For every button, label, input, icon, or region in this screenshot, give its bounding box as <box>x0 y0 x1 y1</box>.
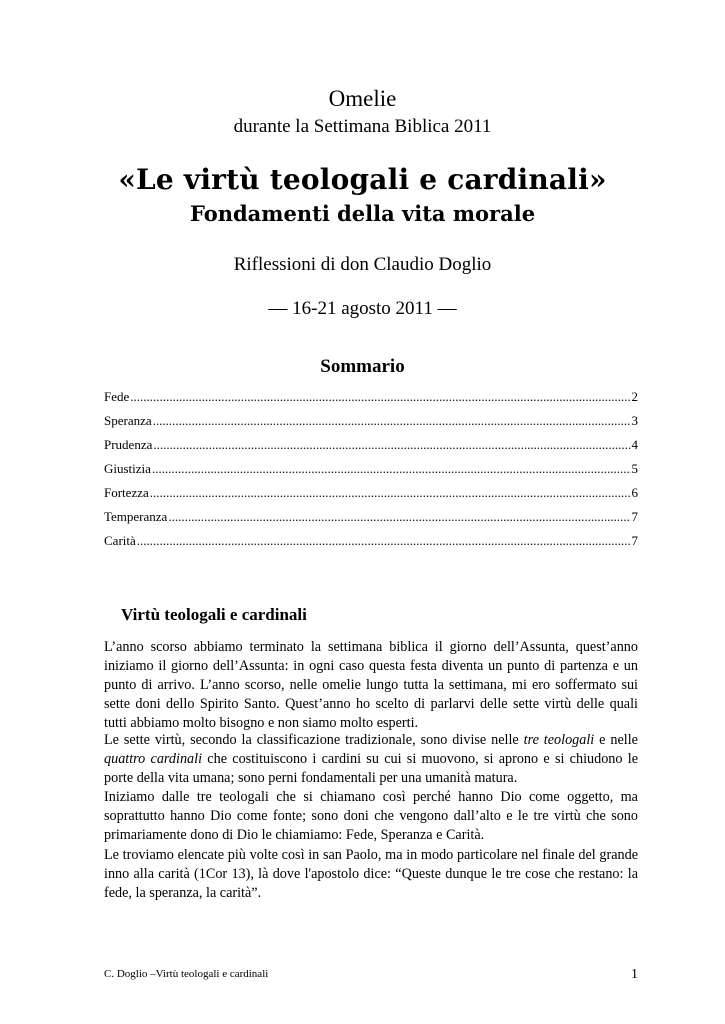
doc-author: Riflessioni di don Claudio Doglio <box>233 254 492 275</box>
doc-title: «Le virtù teologali e cardinali» <box>118 163 607 196</box>
toc-item-page: 3 <box>631 413 638 428</box>
toc-item-prudenza[interactable] <box>104 437 638 461</box>
table-of-contents <box>104 389 638 557</box>
toc-item-giustizia[interactable] <box>104 461 638 485</box>
toc-leader-dots <box>153 437 630 453</box>
doc-heading-omelie: Omelie <box>328 86 397 111</box>
toc-item-fortezza[interactable] <box>104 485 638 509</box>
toc-item-temperanza[interactable] <box>104 509 638 533</box>
toc-item-carita[interactable] <box>104 533 638 557</box>
paragraph-1: L’anno scorso abbiamo terminato la settimana biblica il giorno dell’Assunta, quest’anno iniziamo il giorno dell’Assunta: in ogni caso questa festa diventa un punto di partenza e un punto di arrivo. L’anno scorso, nelle omelie lungo tutta la settimana, mi ero soffermato sui sette doni dello Spirito Santo. Quest’anno ho scelto di parlarvi delle sette virtù delle quali tutti abbiamo molto bisogno e non siamo molto esperti. <box>104 639 638 731</box>
toc-item-label: Speranza <box>104 413 152 428</box>
footer-running-title: C. Doglio –Virtù teologali e cardinali <box>104 968 269 980</box>
toc-item-fede[interactable] <box>104 389 638 413</box>
doc-subtitle: durante la Settimana Biblica 2011 <box>233 116 492 137</box>
toc-leader-dots <box>150 485 631 501</box>
paragraph-2 <box>104 731 638 788</box>
toc-item-page: 7 <box>631 509 638 524</box>
doc-title-secondary: Fondamenti della vita morale <box>189 201 536 226</box>
toc-item-page: 5 <box>631 461 638 476</box>
emphasis-quattro-cardinali: quattro cardinali <box>104 751 203 767</box>
toc-item-label: Fede <box>104 389 130 404</box>
toc-leader-dots <box>137 533 631 549</box>
doc-dates: — 16-21 agosto 2011 — <box>268 298 457 319</box>
footer-page-number: 1 <box>631 967 638 982</box>
paragraph-4: Le troviamo elencate più volte così in san Paolo, ma in modo particolare nel finale del grande inno alla carità (1Cor 13), là dove l'apostolo dice: “Queste dunque le tre cose che restano: la fede, la speranza, la carità”. <box>104 847 638 901</box>
paragraph-3: Iniziamo dalle tre teologali che si chiamano così perché hanno Dio come oggetto, ma soprattutto hanno Dio come fonte; sono doni che vengono dall’alto e le tre virtù che sono primariamente dono di Dio le chiamiamo: Fede, Speranza e Carità. <box>104 789 638 843</box>
toc-item-page: 6 <box>631 485 638 500</box>
toc-item-label: Giustizia <box>104 461 151 476</box>
toc-item-label: Fortezza <box>104 485 149 500</box>
toc-item-page: 4 <box>631 437 638 452</box>
toc-item-page: 2 <box>631 389 638 404</box>
toc-item-label: Temperanza <box>104 509 168 524</box>
toc-item-label: Carità <box>104 533 136 548</box>
section-heading: Virtù teologali e cardinali <box>121 605 307 624</box>
emphasis-tre-teologali: tre teologali <box>523 732 595 748</box>
toc-item-page: 7 <box>631 533 638 548</box>
toc-heading: Sommario <box>320 356 405 377</box>
paragraph-2-part-c: che costituiscono i cardini su cui si muovono, si aprono e si chiudono le porte della vita umana; sono perni fondamentali per una umanità matura. <box>104 751 639 786</box>
toc-item-speranza[interactable] <box>104 413 638 437</box>
toc-item-label: Prudenza <box>104 437 153 452</box>
toc-leader-dots <box>152 461 631 477</box>
paragraph-2-part-b: e nelle <box>594 732 638 748</box>
paragraph-2-part-a: Le sette virtù, secondo la classificazione tradizionale, sono divise nelle <box>104 732 524 748</box>
toc-leader-dots <box>168 509 630 525</box>
toc-leader-dots <box>153 413 631 429</box>
toc-leader-dots <box>130 389 630 405</box>
